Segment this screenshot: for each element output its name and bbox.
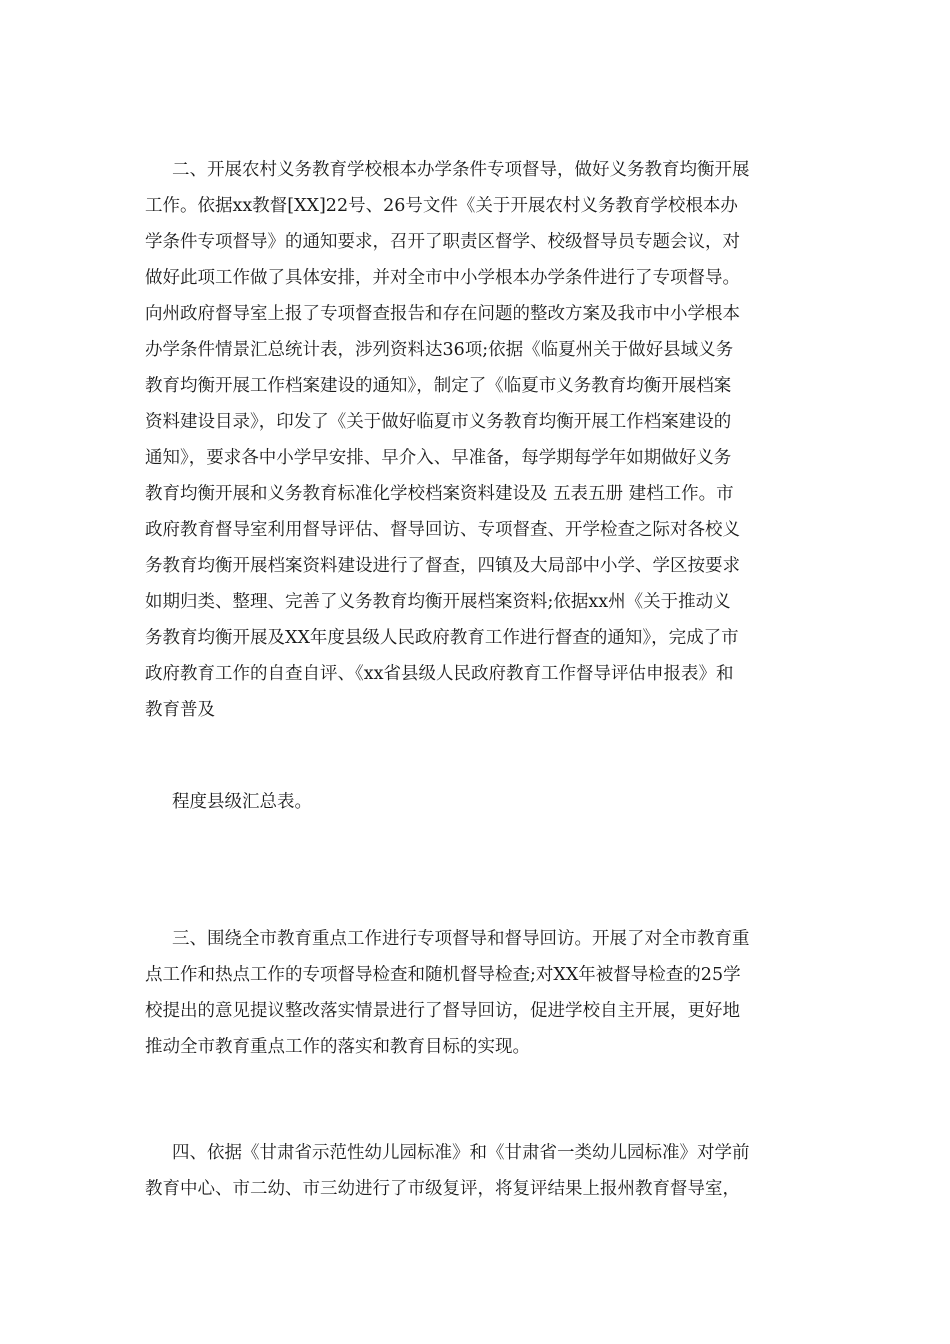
paragraph-line: 教育均衡开展和义务教育标准化学校档案资料建设及 五表五册 建档工作。市: [145, 484, 734, 504]
paragraph-line: 教育中心、市二幼、市三幼进行了市级复评，将复评结果上报州教育督导室，: [145, 1179, 740, 1199]
paragraph-line: 务教育均衡开展档案资料建设进行了督查，四镇及大局部中小学、学区按要求: [145, 556, 740, 576]
paragraph-line: 资料建设目录》，印发了《关于做好临夏市义务教育均衡开展工作档案建设的: [145, 412, 732, 432]
paragraph-line: 教育均衡开展工作档案建设的通知》，制定了《临夏市义务教育均衡开展档案: [145, 376, 732, 396]
paragraph-line: 教育普及: [145, 700, 215, 720]
paragraph-line: 通知》，要求各中小学早安排、早介入、早准备，每学期每学年如期做好义务: [145, 448, 732, 468]
paragraph-line: 四、依据《甘肃省示范性幼儿园标准》和《甘肃省一类幼儿园标准》对学前: [172, 1143, 750, 1163]
paragraph-line: 二、开展农村义务教育学校根本办学条件专项督导，做好义务教育均衡开展: [172, 160, 750, 180]
paragraph-line: 工作。依据xx教督[XX]22号、26号文件《关于开展农村义务教育学校根本办: [145, 196, 738, 216]
paragraph-line: 务教育均衡开展及XX年度县级人民政府教育工作进行督查的通知》，完成了市: [145, 628, 739, 648]
paragraph-line: 推动全市教育重点工作的落实和教育目标的实现。: [145, 1037, 530, 1057]
paragraph-line: 政府教育工作的自查自评、《xx省县级人民政府教育工作督导评估申报表》和: [145, 664, 734, 684]
paragraph-line: 办学条件情景汇总统计表，涉列资料达36项;依据《临夏州关于做好县域义务: [145, 340, 734, 360]
paragraph-line: 校提出的意见提议整改落实情景进行了督导回访，促进学校自主开展，更好地: [145, 1001, 740, 1021]
paragraph-line: 程度县级汇总表。: [172, 792, 312, 812]
paragraph-line: 向州政府督导室上报了专项督查报告和存在问题的整改方案及我市中小学根本: [145, 304, 740, 324]
paragraph-line: 如期归类、整理、完善了义务教育均衡开展档案资料;依据xx州《关于推动义: [145, 592, 731, 612]
paragraph-line: 三、围绕全市教育重点工作进行专项督导和督导回访。开展了对全市教育重: [172, 929, 750, 949]
paragraph-line: 学条件专项督导》的通知要求，召开了职责区督学、校级督导员专题会议，对: [145, 232, 740, 252]
paragraph-line: 点工作和热点工作的专项督导检查和随机督导检查;对XX年被督导检查的25学: [145, 965, 741, 985]
paragraph-line: 政府教育督导室利用督导评估、督导回访、专项督查、开学检查之际对各校义: [145, 520, 740, 540]
paragraph-line: 做好此项工作做了具体安排，并对全市中小学根本办学条件进行了专项督导。: [145, 268, 740, 288]
